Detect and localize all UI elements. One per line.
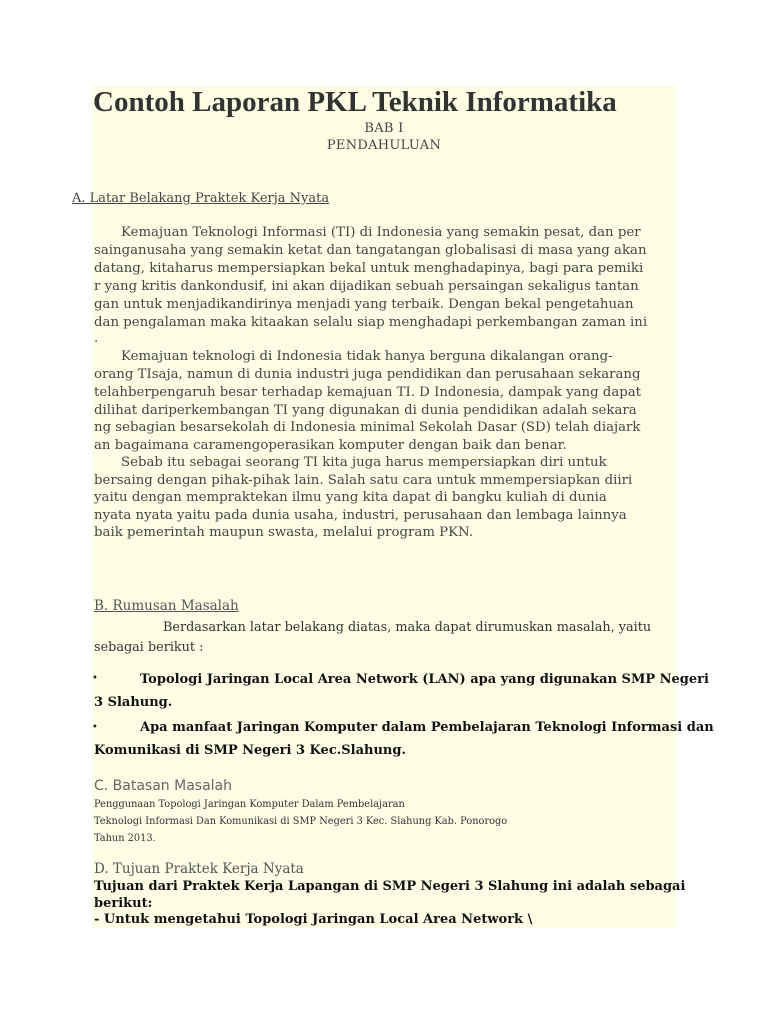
section-a-heading: A. Latar Belakang Praktek Kerja Nyata: [72, 191, 330, 206]
section-b-heading: B. Rumusan Masalah: [94, 598, 239, 614]
section-c-heading: C. Batasan Masalah: [94, 778, 232, 794]
section-d-line: Tujuan dari Praktek Kerja Lapangan di SMP Negeri 3 Slahung ini adalah sebagai: [94, 879, 686, 894]
paragraph-line: datang, kitaharus mempersiapkan bekal untuk menghadapinya, bagi para pemiki: [94, 261, 644, 276]
paragraph-line: ng sebagian besarsekolah di Indonesia minimal Sekolah Dasar (SD) telah diajark: [94, 420, 641, 435]
paragraph-line: an bagaimana caramengoperasikan komputer dengan baik dan benar.: [94, 438, 567, 453]
section-c-line: Penggunaan Topologi Jaringan Komputer Dalam Pembelajaran: [94, 799, 405, 810]
section-d-heading: D. Tujuan Praktek Kerja Nyata: [94, 861, 304, 877]
bullet-icon: •: [92, 722, 98, 733]
paragraph-line: Kemajuan teknologi di Indonesia tidak hanya berguna dikalangan orang-: [121, 349, 613, 364]
section-c-line: Teknologi Informasi Dan Komunikasi di SMP Negeri 3 Kec. Slahung Kab. Ponorogo: [94, 816, 508, 827]
paragraph-line: Kemajuan Teknologi Informasi (TI) di Indonesia yang semakin pesat, dan per: [121, 225, 641, 240]
section-b-intro: Berdasarkan latar belakang diatas, maka dapat dirumuskan masalah, yaitu: [163, 620, 652, 635]
paragraph-line: dilihat dariperkembangan TI yang digunakan di dunia pendidikan adalah sekara: [94, 403, 637, 418]
bullet-icon: •: [92, 673, 98, 684]
list-item-text: Komunikasi di SMP Negeri 3 Kec.Slahung.: [94, 743, 406, 758]
chapter-number: BAB I: [364, 121, 404, 136]
paragraph-line: yaitu dengan mempraktekan ilmu yang kita dapat di bangku kuliah di dunia: [94, 490, 607, 505]
paragraph-line: baik pemerintah maupun swasta, melalui program PKN.: [94, 525, 474, 540]
paragraph-line: gan untuk menjadikandirinya menjadi yang terbaik. Dengan bekal pengetahuan: [94, 297, 634, 312]
section-d-line: - Untuk mengetahui Topologi Jaringan Local Area Network \: [94, 912, 533, 927]
section-d-line: berikut:: [94, 896, 153, 911]
paragraph-line: sainganusaha yang semakin ketat dan tangatangan globalisasi di masa yang akan: [94, 243, 647, 258]
list-item-text: Apa manfaat Jaringan Komputer dalam Pembelajaran Teknologi Informasi dan: [140, 720, 714, 735]
chapter-title: PENDAHULUAN: [326, 138, 442, 153]
paragraph-line: Sebab itu sebagai seorang TI kita juga harus mempersiapkan diri untuk: [121, 455, 607, 470]
page-title: Contoh Laporan PKL Teknik Informatika: [93, 86, 617, 118]
paragraph-line: r yang kritis dankondusif, ini akan dijadikan sebuah persaingan sekaligus tantan: [94, 279, 639, 294]
paragraph-line: dan pengalaman maka kitaakan selalu siap menghadapi perkembangan zaman ini: [94, 315, 648, 330]
paragraph-line: nyata nyata yaitu pada dunia usaha, industri, perusahaan dan lembaga lainnya: [94, 508, 627, 523]
section-b-intro: sebagai berikut :: [94, 640, 204, 655]
list-item-text: 3 Slahung.: [94, 695, 173, 710]
paragraph-line: orang TIsaja, namun di dunia industri juga pendidikan dan perusahaan sekarang: [94, 367, 641, 382]
paragraph-line: telahberpengaruh besar terhadap kemajuan TI. D Indonesia, dampak yang dapat: [94, 385, 642, 400]
paragraph-line: .: [94, 331, 99, 346]
paragraph-line: bersaing dengan pihak-pihak lain. Salah satu cara untuk mmempersiapkan diiri: [94, 473, 633, 488]
section-c-line: Tahun 2013.: [94, 833, 156, 844]
list-item-text: Topologi Jaringan Local Area Network (LAN) apa yang digunakan SMP Negeri: [140, 672, 709, 687]
